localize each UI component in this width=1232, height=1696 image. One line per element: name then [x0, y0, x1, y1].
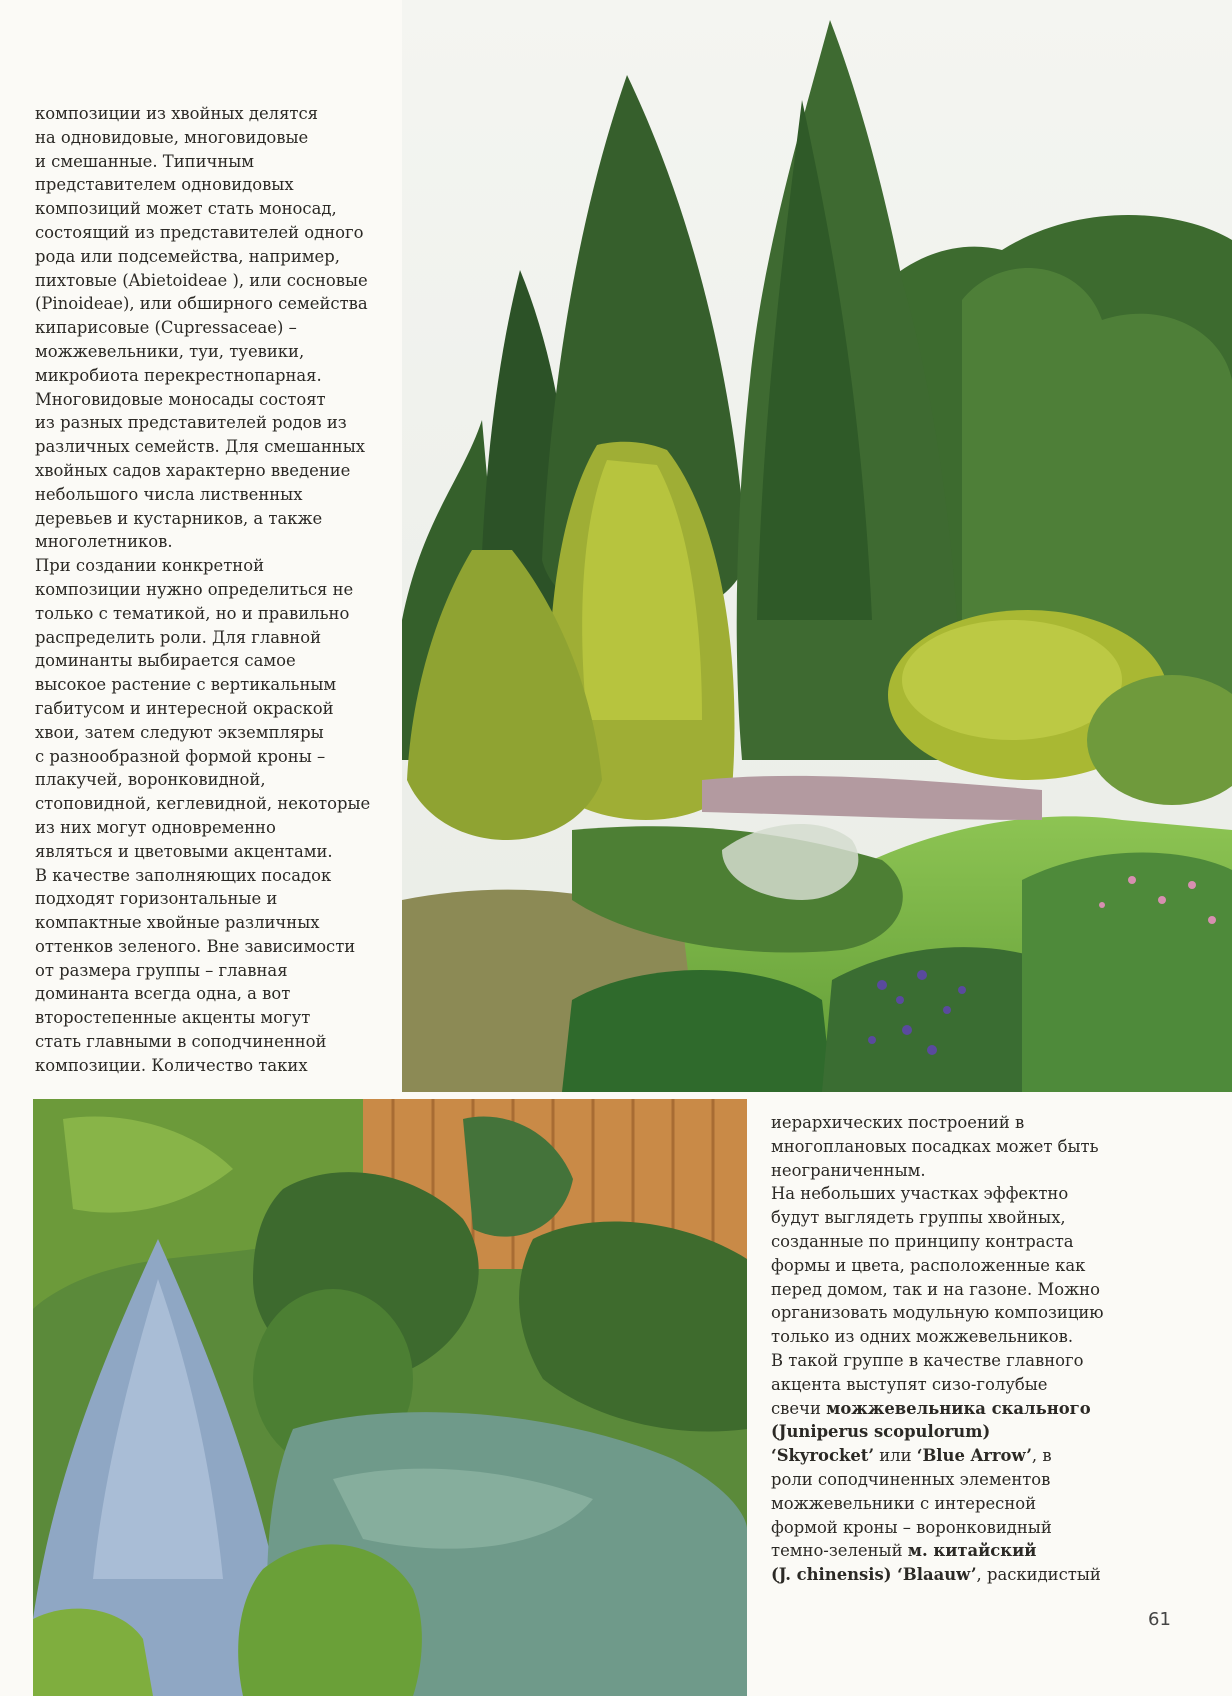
or-text: или — [874, 1446, 917, 1466]
right-intro-text: иерархических построений в многоплановых посадках может быть неограниченным. На небольших участках эффектно будут выглядеть группы хвойных, созданные по принципу контраста формы и цвета, расположенные как перед домом, так и на газоне. Можно организовать модульную композицию только из одних можжевельников. В такой группе в качестве главного акцента выступят сизо-голубые свечи — [771, 1113, 1104, 1418]
left-column-text: композиции из хвойных делятся на одновидовые, многовидовые и смешанные. Типичным представителем одновидовых композиций может стать моносад, состоящий из представителей одного рода или подсемейства, например, пихтовые (Abietoideae ), или сосновые (Pinoideae), или обширного семейства кипарисовые (Cupressaceae) – можжевельники, туи, туевики, микробиота перекрестнопарная. Многовидовые моносады состоят из разных представителей родов из различных семейств. Для смешанных хвойных садов характерно введение небольшого числа лиственных деревьев и кустарников, а также многолетников. При создании конкретной композиции нужно определиться не только с тематикой, но и правильно распределить роли. Для главной доминанты выбирается самое высокое растение с вертикальным габитусом и интересной окраской хвои, затем следуют экземпляры с разнообразной формой кроны – плакучей, воронковидной, стоповидной, кеглевидной, некоторые из них могут одновременно являться и цветовыми акцентами. В качестве заполняющих посадок подходят горизонтальные и компактные хвойные различных оттенков зеленого. Вне зависимости от размера группы – главная доминанта всегда одна, а вот второстепенные акценты могут стать главными в соподчиненной композиции. Количество таких — [35, 104, 371, 1075]
juniper-scopulorum-name: можжевельника скального (Juniperus scopulorum) ‘Skyrocket’ — [771, 1398, 1091, 1466]
right-tail-text: , раскидистый — [976, 1565, 1101, 1585]
page-number: 61 — [1148, 1609, 1171, 1630]
right-mid-text: , в роли соподчиненных элементов можжевельники с интересной формой кроны – воронковидный темно-зеленый — [771, 1446, 1052, 1561]
right-column-text — [771, 1111, 1141, 1587]
blue-arrow-name: ‘Blue Arrow’ — [916, 1446, 1032, 1466]
garden-conifers-photo — [402, 0, 1232, 1092]
conifer-mix-photo — [33, 1099, 747, 1696]
juniper-chinensis-name: м. китайский (J. chinensis) ‘Blaauw’ — [771, 1541, 1037, 1585]
